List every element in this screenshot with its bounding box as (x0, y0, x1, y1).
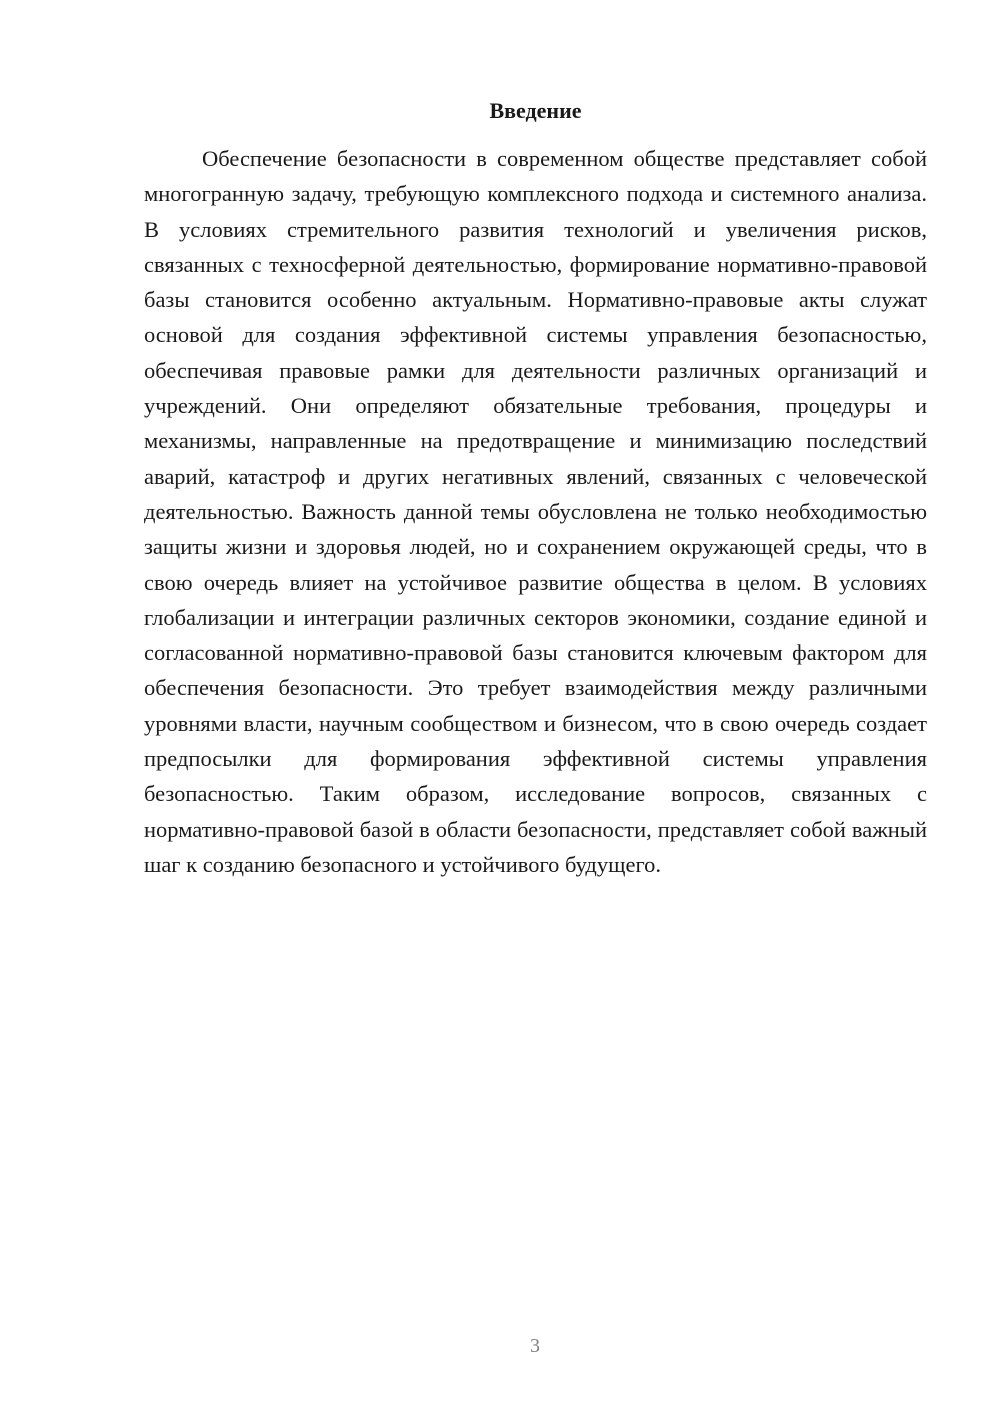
page-number: 3 (530, 1335, 540, 1357)
section-heading: Введение (489, 98, 582, 123)
body-paragraph: Обеспечение безопасности в современном обществе представляет собой многогранную задачу, требующую комплексного подхода и системного анализа. В условиях стремительного развития технологий и увеличения рисков, связанных с техносферной деятельностью, формирование нормативно-правовой базы становится особенно актуальным. Нормативно-правовые акты служат основой для создания эффективной системы управления безопасностью, обеспечивая правовые рамки для деятельности различных организаций и учреждений. Они определяют обязательные требования, процедуры и механизмы, направленные на предотвращение и минимизацию последствий аварий, катастроф и других негативных явлений, связанных с человеческой деятельностью. Важность данной темы обусловлена не только необходимостью защиты жизни и здоровья людей, но и сохранением окружающей среды, что в свою очередь влияет на устойчивое развитие общества в целом. В условиях глобализации и интеграции различных секторов экономики, создание единой и согласованной нормативно-правовой базы становится ключевым фактором для обеспечения безопасности. Это требует взаимодействия между различными уровнями власти, научным сообществом и бизнесом, что в свою очередь создает предпосылки для формирования эффективной системы управления безопасностью. Таким образом, исследование вопросов, связанных с нормативно-правовой базой в области безопасности, представляет собой важный шаг к созданию безопасного и устойчивого будущего. (144, 146, 927, 877)
